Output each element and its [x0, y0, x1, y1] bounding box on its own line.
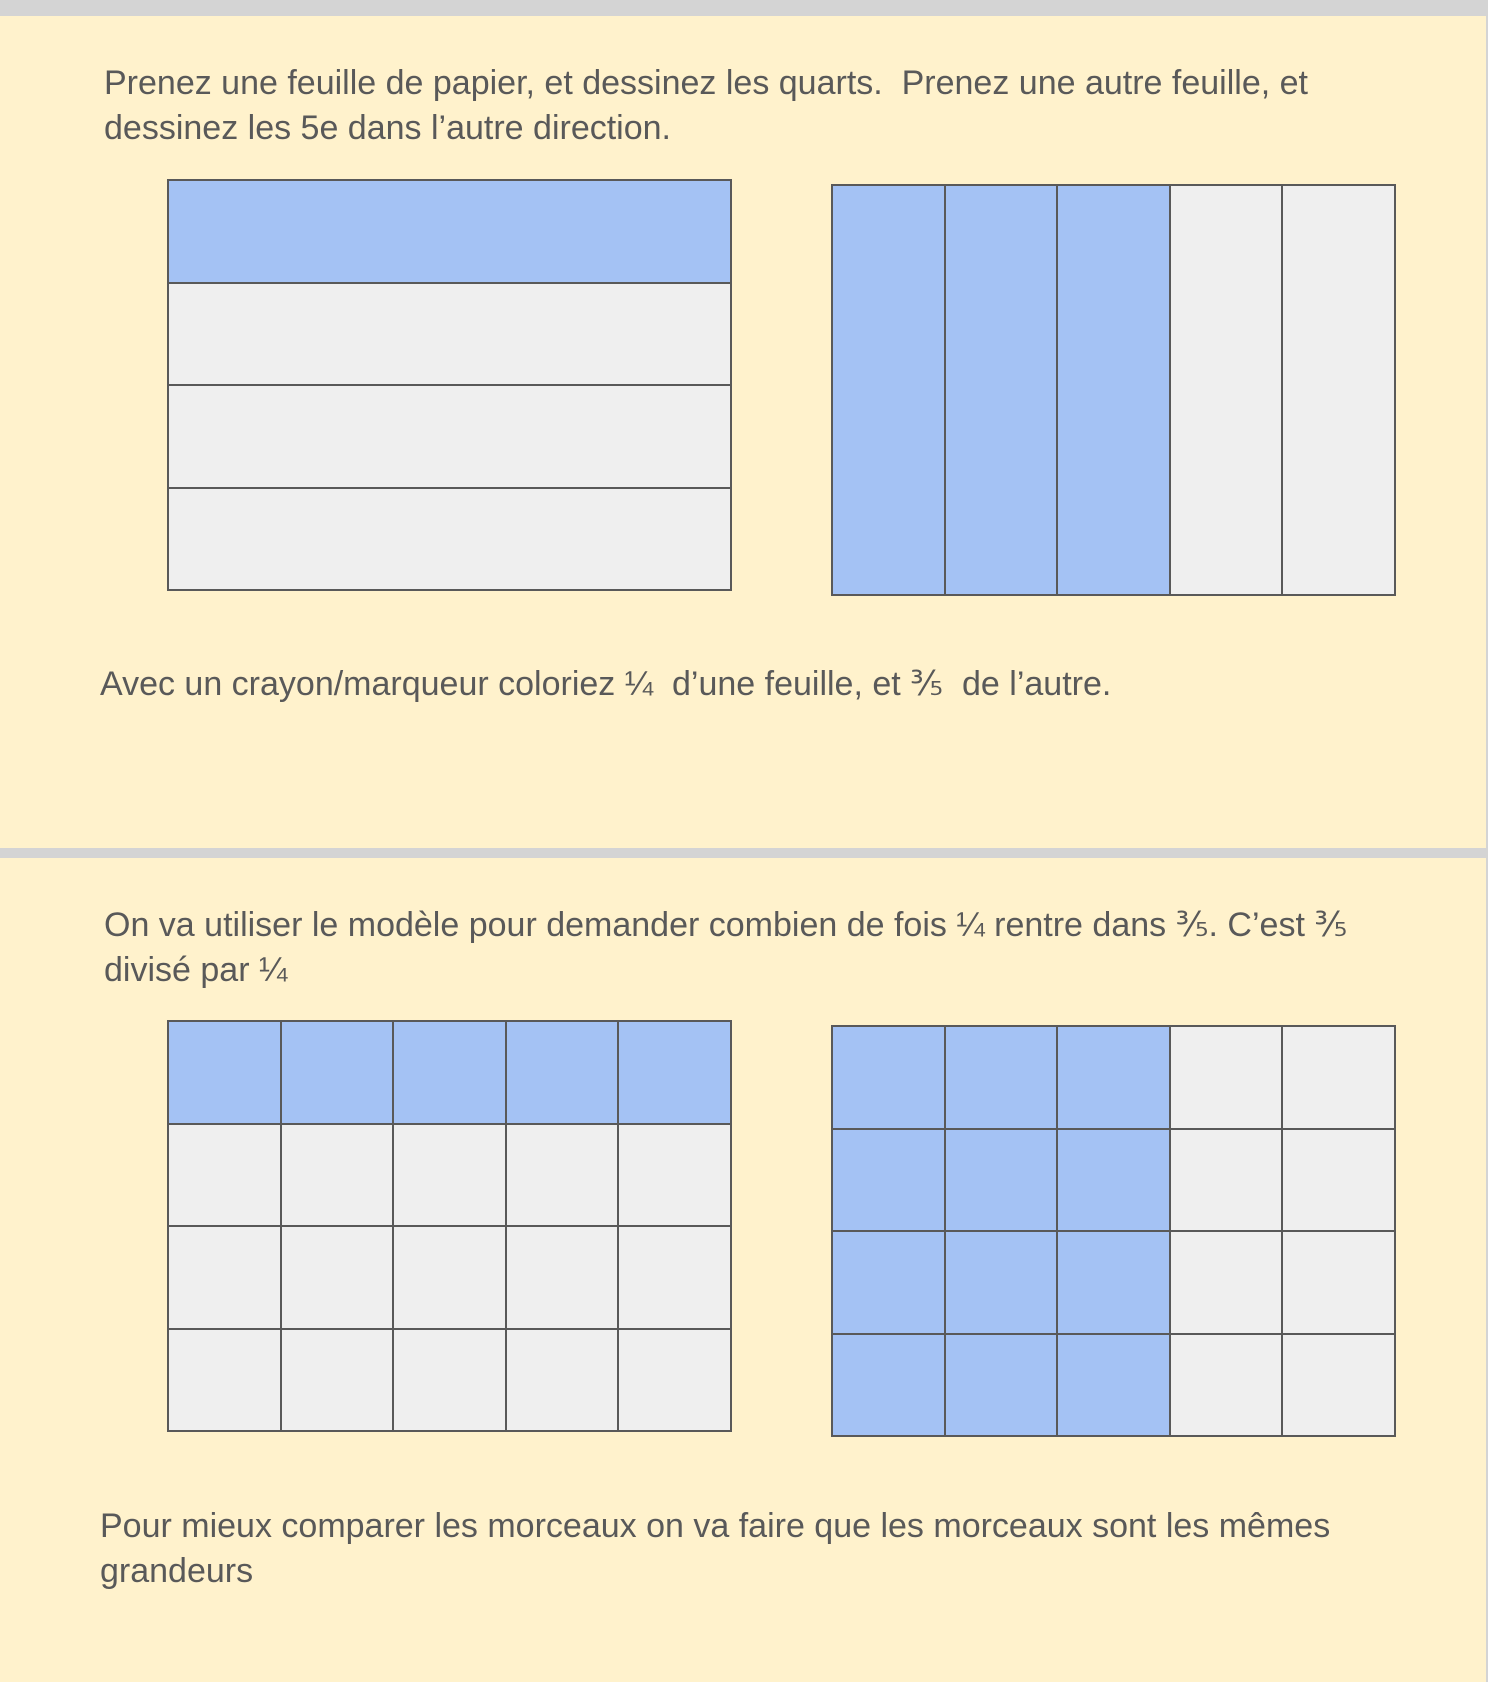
shaded-cell — [833, 1027, 946, 1130]
unshaded-cell — [394, 1330, 507, 1433]
shaded-cell — [1058, 1027, 1171, 1130]
unshaded-cell — [394, 1125, 507, 1228]
unshaded-cell — [282, 1125, 395, 1228]
unshaded-cell — [1171, 186, 1284, 596]
fifths-diagram — [831, 184, 1396, 596]
panel-1-intro: Prenez une feuille de papier, et dessinez les quarts. Prenez une autre feuille, et dessinez les 5e dans l’autre direction. — [104, 64, 1318, 147]
shaded-cell — [282, 1022, 395, 1125]
panel-2-intro: On va utiliser le modèle pour demander combien de fois ¼ rentre dans ⅗. C’est ⅗ divisé par ¼ — [104, 906, 1357, 989]
shaded-cell — [507, 1022, 620, 1125]
shaded-cell — [394, 1022, 507, 1125]
unshaded-cell — [1283, 1027, 1396, 1130]
unshaded-cell — [1171, 1335, 1284, 1438]
shaded-cell — [946, 1335, 1059, 1438]
panel-2-instruction: Pour mieux comparer les morceaux on va faire que les morceaux sont les mêmes grandeurs — [100, 1507, 1340, 1590]
unshaded-cell — [1283, 1335, 1396, 1438]
unshaded-cell — [1171, 1232, 1284, 1335]
unshaded-cell — [1283, 186, 1396, 596]
unshaded-cell — [619, 1125, 732, 1228]
unshaded-cell — [169, 1227, 282, 1330]
unshaded-cell — [507, 1227, 620, 1330]
shaded-cell — [946, 186, 1059, 596]
shaded-cell — [833, 1335, 946, 1438]
unshaded-cell — [169, 1125, 282, 1228]
shaded-cell — [946, 1027, 1059, 1130]
unshaded-cell — [1171, 1130, 1284, 1233]
shaded-cell — [619, 1022, 732, 1125]
shaded-cell — [1058, 1232, 1171, 1335]
unshaded-cell — [169, 1330, 282, 1433]
shaded-cell — [169, 1022, 282, 1125]
shaded-cell — [833, 1130, 946, 1233]
unshaded-cell — [1283, 1130, 1396, 1233]
shaded-cell — [946, 1232, 1059, 1335]
quarters-diagram — [167, 179, 732, 591]
unshaded-cell — [507, 1330, 620, 1433]
shaded-cell — [1058, 1335, 1171, 1438]
unshaded-cell — [619, 1330, 732, 1433]
shaded-cell — [833, 1232, 946, 1335]
panel-2 — [0, 858, 1486, 1682]
shaded-cell — [1058, 186, 1171, 596]
unshaded-cell — [282, 1330, 395, 1433]
unshaded-cell — [282, 1227, 395, 1330]
unshaded-cell — [1171, 1027, 1284, 1130]
shaded-cell — [169, 181, 732, 284]
unshaded-cell — [169, 386, 732, 489]
unshaded-cell — [169, 489, 732, 592]
unshaded-cell — [1283, 1232, 1396, 1335]
panel-1-instruction: Avec un crayon/marqueur coloriez ¼ d’une feuille, et ⅗ de l’autre. — [100, 665, 1112, 703]
quarter-of-fifths-diagram — [167, 1020, 732, 1432]
shaded-cell — [1058, 1130, 1171, 1233]
panel-1 — [0, 16, 1486, 848]
shaded-cell — [833, 186, 946, 596]
unshaded-cell — [394, 1227, 507, 1330]
unshaded-cell — [169, 284, 732, 387]
unshaded-cell — [619, 1227, 732, 1330]
three-fifths-of-quarters-diagram — [831, 1025, 1396, 1437]
shaded-cell — [946, 1130, 1059, 1233]
unshaded-cell — [507, 1125, 620, 1228]
